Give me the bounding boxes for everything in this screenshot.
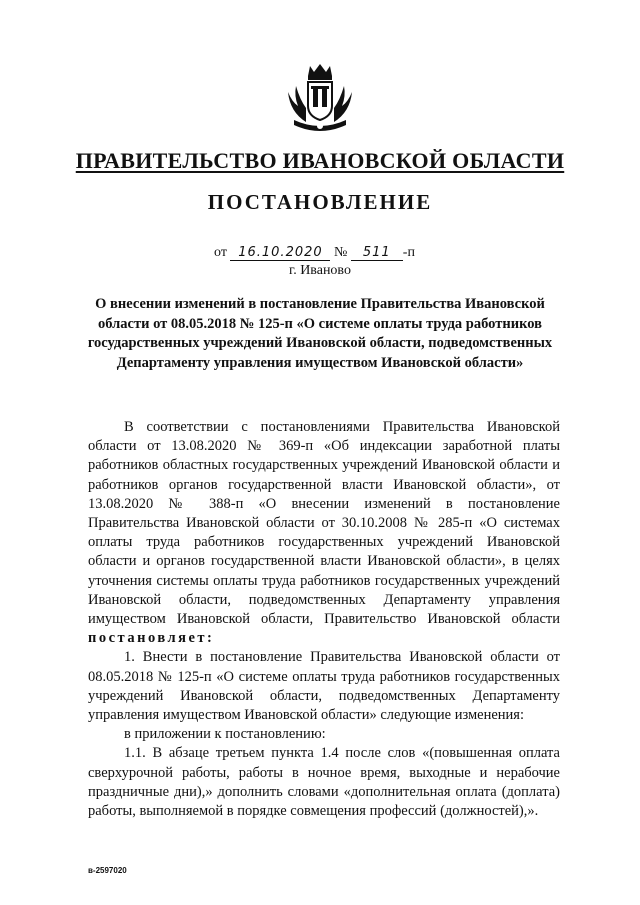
date-number-line — [214, 245, 415, 261]
document-title: О внесении изменений в постановление Правительства Ивановской области от 08.05.2018 № 125-п «О системе оплаты труда работников государственных учреждений Ивановской области, подведомственных Департаменту управления имуществом Ивановской области» — [87, 296, 553, 371]
document-type: ПОСТАНОВЛЕНИЕ — [207, 190, 433, 214]
decree-word: постановляет: — [88, 630, 215, 647]
number-suffix: -п — [402, 245, 415, 260]
coat-of-arms-icon — [280, 62, 360, 134]
handwritten-date: 16.10.2020 — [230, 246, 330, 261]
city: г. Иваново — [289, 263, 351, 278]
number-sign: № — [333, 245, 348, 260]
government-name: ПРАВИТЕЛЬСТВО ИВАНОВСКОЙ ОБЛАСТИ — [75, 148, 565, 173]
paragraph-appendix: в приложении к постановлению: — [124, 726, 326, 743]
paragraph-1: 1. Внести в постановление Правительства Ивановской области от 08.05.2018 № 125-п «О системе оплаты труда работников государственных учреждений Ивановской области, подведомственных Департаменту управления имуществом Ивановской области» следующие изменения: — [88, 649, 560, 724]
paragraph-1-1: 1.1. В абзаце третьем пункта 1.4 после слов «(повышенная оплата сверхурочной работы, работы в ночное время, выходные и нерабочие праздничные дни),» дополнить словами «дополнительная оплата (доплата) работы, выполняемой в порядке совмещения профессий (должностей),». — [88, 745, 560, 820]
paragraph-preamble: В соответствии с постановлениями Правительства Ивановской области от 13.08.2020 № 369-п «Об индексации заработной платы работников областных государственных учреждений Ивановской области и работников органов государственной власти Ивановской области», от 13.08.2020 № 388-п «О внесении изменений в постановление Правительства Ивановской области от 30.10.2008 № 285-п «О системах оплаты труда работников государственных учреждений Ивановской области и органов государственной власти Ивановской области», в целях уточнения системы оплаты труда работников государственных учреждений Ивановской области, подведомственных Департаменту управления имуществом Ивановской области, Правительство Ивановской области постановляет: — [88, 419, 560, 647]
document-body — [88, 418, 560, 821]
date-prefix: от — [214, 245, 227, 260]
document-code: в-2597020 — [88, 866, 127, 875]
handwritten-number: 511 — [351, 246, 403, 261]
